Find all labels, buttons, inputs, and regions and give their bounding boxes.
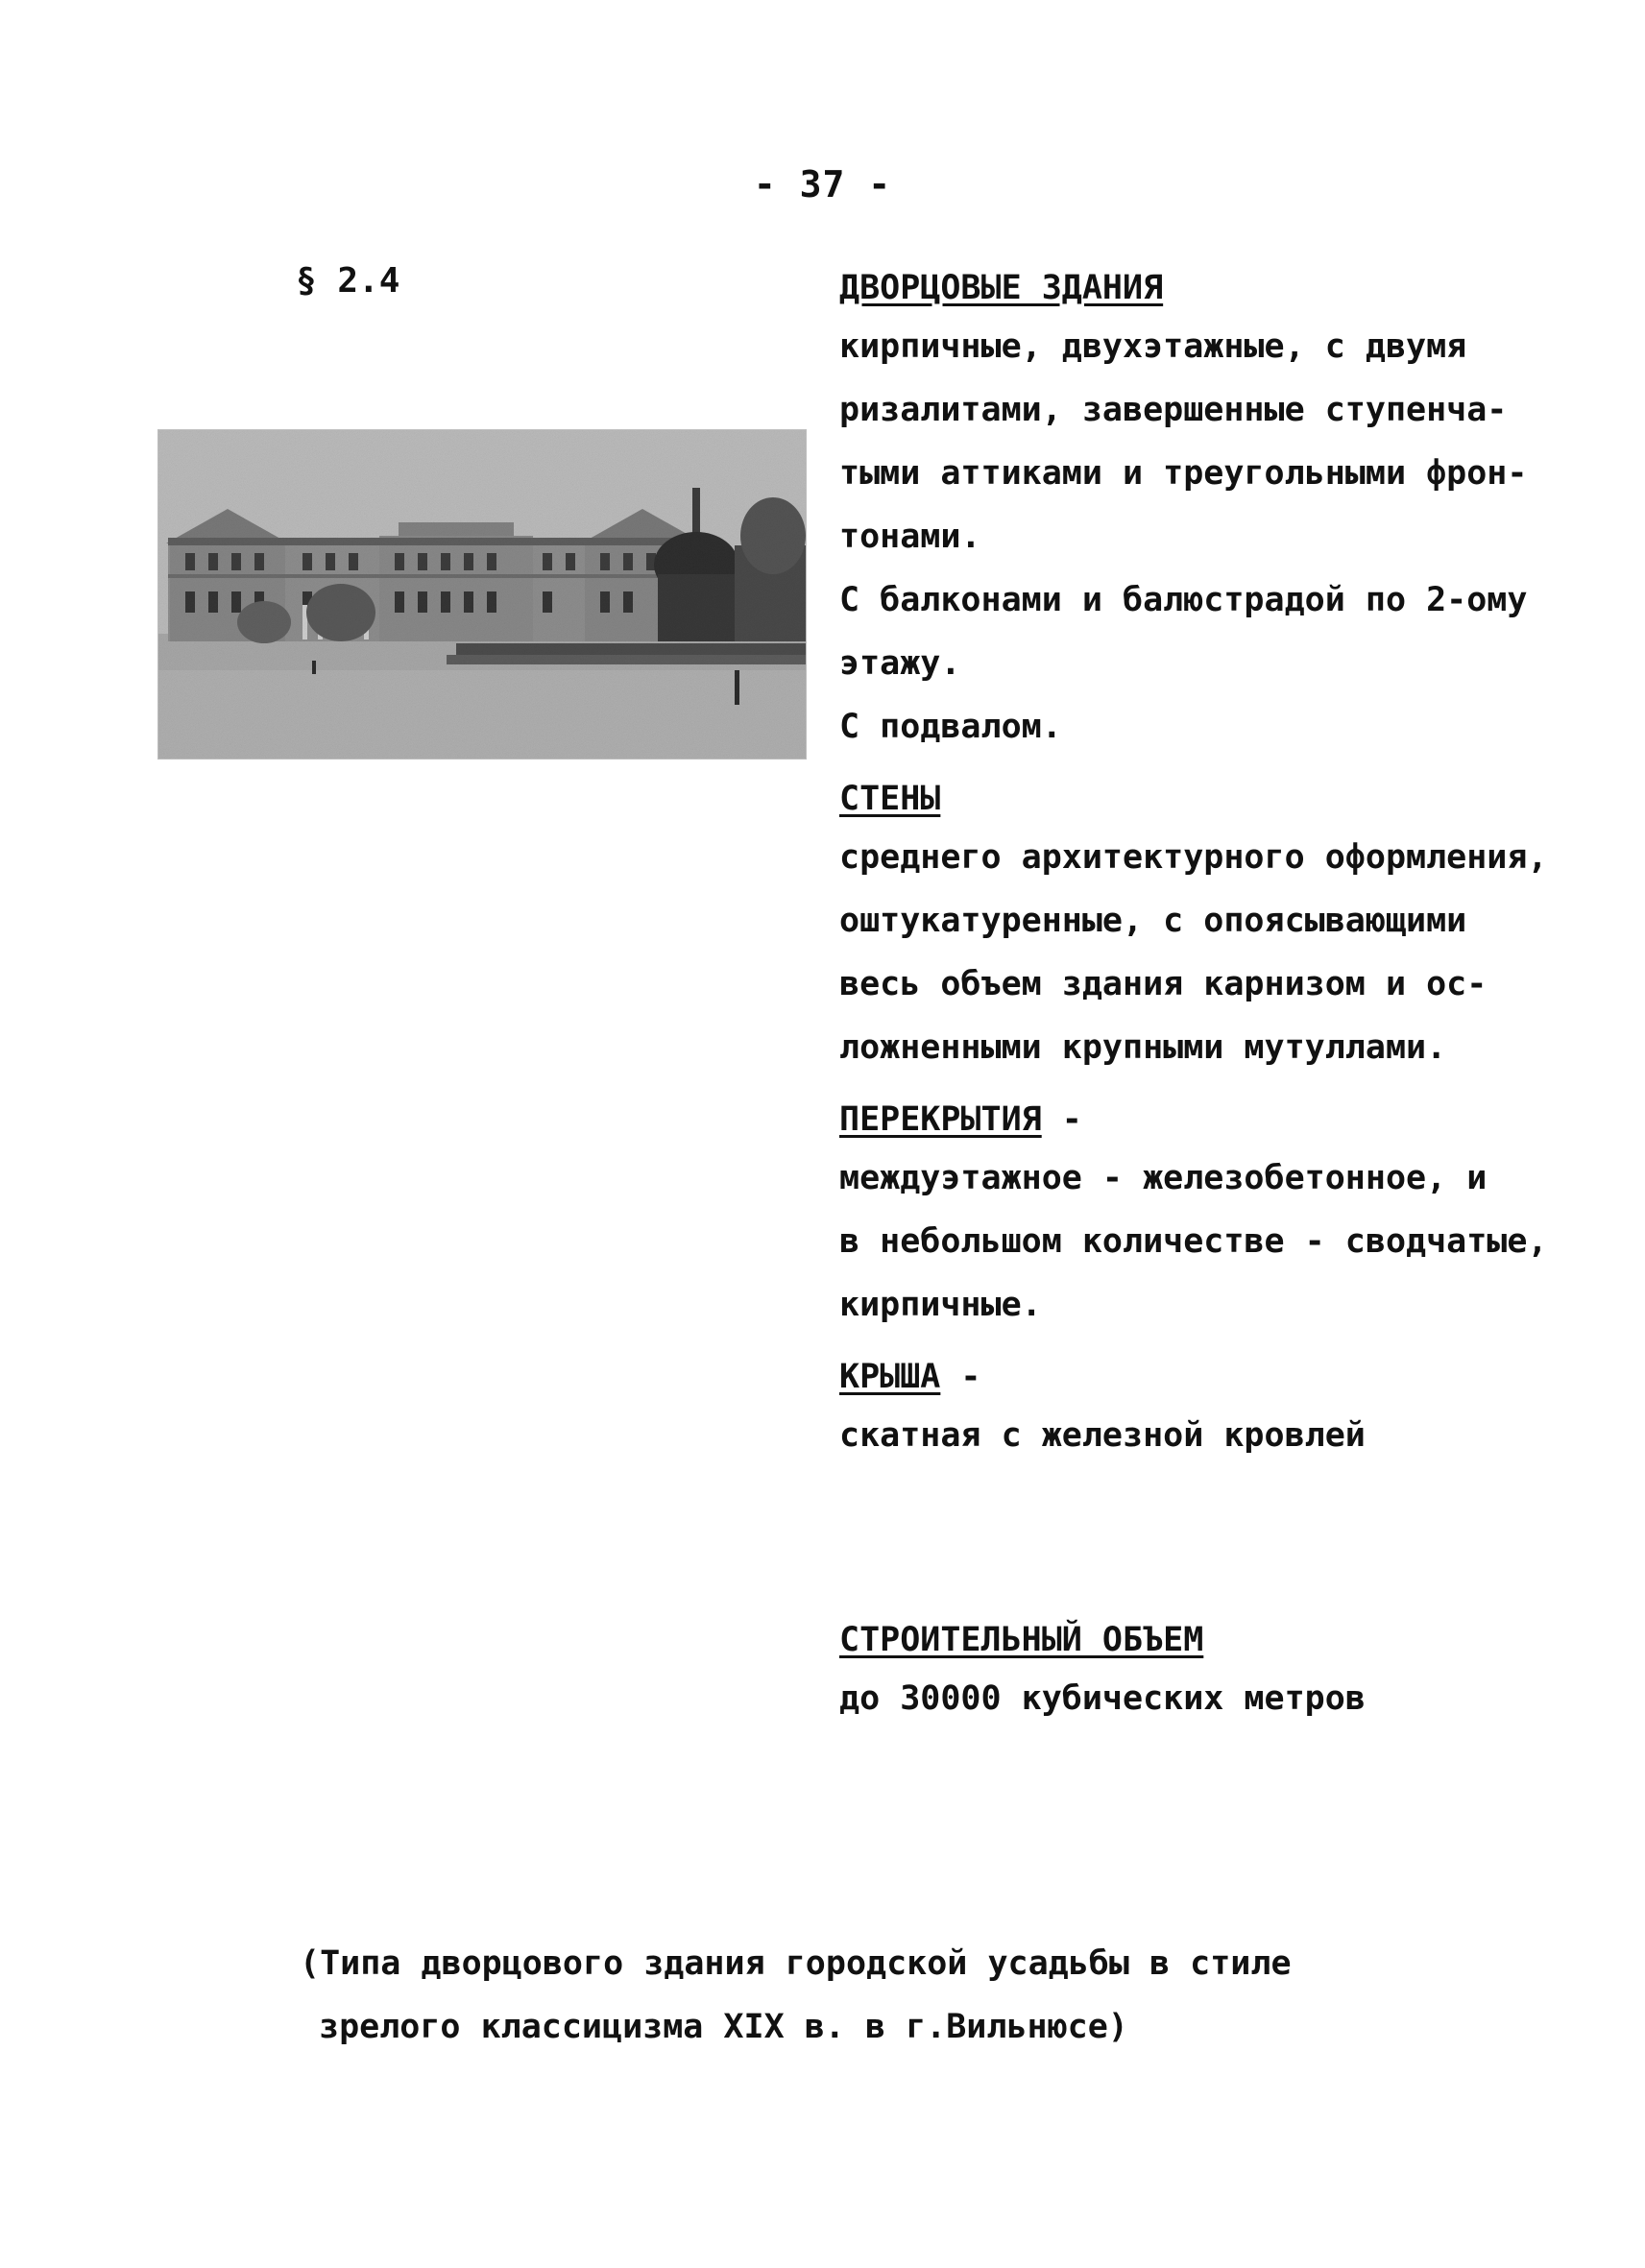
heading-palace-buildings-text: ДВОРЦОВЫЕ ЗДАНИЯ [839, 269, 1164, 307]
heading-roof-suffix: - [940, 1358, 981, 1396]
heading-palace-buildings [839, 261, 1608, 315]
palace-line-5: С балконами и балюстрадой по 2-ому [839, 581, 1528, 619]
palace-line-4: тонами. [839, 518, 981, 556]
page-number: - 37 - [753, 163, 892, 205]
walls-line-4: ложненными крупными мутуллами. [839, 1028, 1447, 1067]
caption-line-2: зрелого классицизма XIX в. в г.Вильнюсе) [319, 2008, 1128, 2046]
section-number: § 2.4 [296, 261, 400, 301]
floors-line-2: в небольшом количестве - сводчатые, [839, 1222, 1548, 1261]
building-photo [157, 429, 807, 760]
spacer [839, 1337, 1608, 1350]
palace-photo-illustration [158, 430, 806, 759]
photo-caption [300, 1932, 1452, 2059]
heading-building-volume [839, 1613, 1608, 1667]
walls-line-3: весь объем здания карнизом и ос- [839, 965, 1488, 1003]
heading-floors-text: ПЕРЕКРЫТИЯ [839, 1100, 1042, 1139]
volume-line-1: до 30000 кубических метров [839, 1679, 1366, 1718]
palace-line-1: кирпичные, двухэтажные, с двумя [839, 327, 1467, 366]
heading-roof [839, 1350, 1608, 1404]
spacer [839, 1467, 1608, 1613]
floors-line-3: кирпичные. [839, 1286, 1042, 1324]
heading-walls-text: СТЕНЫ [839, 780, 941, 818]
spacer [839, 759, 1608, 772]
palace-line-2: ризалитами, завершенные ступенча- [839, 391, 1508, 429]
spacer [839, 1079, 1608, 1093]
heading-building-volume-text: СТРОИТЕЛЬНЫЙ ОБЪЕМ [839, 1621, 1204, 1659]
palace-line-7: С подвалом. [839, 708, 1062, 746]
floors-line-1: междуэтажное - железобетонное, и [839, 1159, 1488, 1197]
heading-walls [839, 772, 1608, 826]
walls-line-2: оштукатуренные, с опоясывающими [839, 902, 1467, 940]
heading-floors [839, 1093, 1608, 1146]
heading-roof-text: КРЫША [839, 1358, 941, 1396]
palace-line-6: этажу. [839, 644, 961, 683]
description-column [839, 261, 1608, 1730]
walls-line-1: среднего архитектурного оформления, [839, 838, 1548, 877]
heading-floors-suffix: - [1041, 1100, 1082, 1139]
roof-line-1: скатная с железной кровлей [839, 1416, 1366, 1455]
caption-line-1: (Типа дворцового здания городской усадьбы в стиле [300, 1944, 1292, 1983]
palace-line-3: тыми аттиками и треугольными фрон- [839, 454, 1528, 493]
